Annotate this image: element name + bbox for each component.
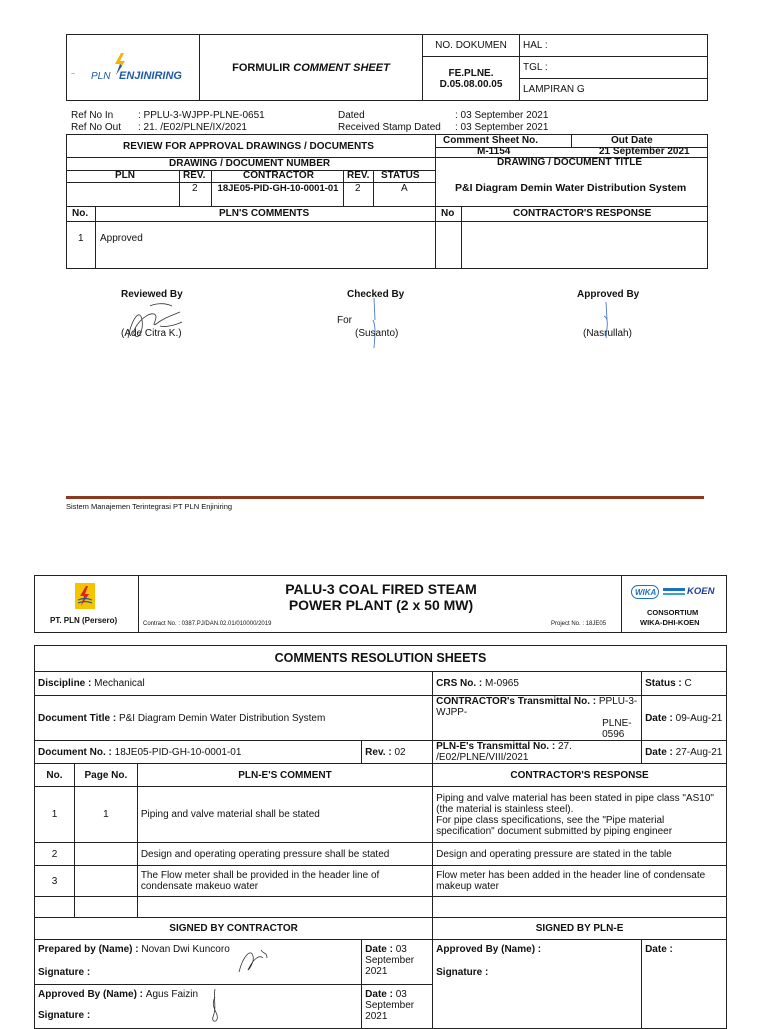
crs-no: CRS No. : M-0965 xyxy=(433,672,642,696)
col-no: No. xyxy=(72,208,89,219)
form-title: FORMULIR COMMENT SHEET xyxy=(200,35,423,101)
project-title-line2: POWER PLANT (2 x 50 MW) xyxy=(288,597,474,613)
date-plne: Date : 27-Aug-21 xyxy=(642,741,727,764)
comment-sheet-no-label: Comment Sheet No. xyxy=(443,135,539,146)
project-no: Project No. : 18JE05 xyxy=(551,621,607,627)
table-row: 2 Design and operating operating pressure shall be stated Design and operating pressure are stated in the table xyxy=(35,843,727,866)
prepared-by: Prepared by (Name) : Novan Dwi Kuncoro Signature : xyxy=(35,940,362,985)
checker-signature xyxy=(364,296,384,350)
comment-sheet-no-value: M-1154 xyxy=(477,146,511,157)
col-contractor: CONTRACTOR xyxy=(243,170,314,181)
col-no: No. xyxy=(35,764,75,787)
document-title: Document Title : P&I Diagram Demin Water Distribution System xyxy=(35,696,433,741)
consortium-line1: CONSORTIUM xyxy=(647,608,699,617)
checked-by-name: (Susanto) xyxy=(355,328,399,339)
contract-no: Contract No. : 0387.PJ/DAN.02.01/010000/2019 xyxy=(143,621,272,627)
status: Status : C xyxy=(642,672,727,696)
approved-by-label: Approved By xyxy=(577,289,640,300)
row1-comment: Approved xyxy=(100,233,143,244)
col-contractor-response: CONTRACTOR'S RESPONSE xyxy=(513,208,652,219)
plne-transmittal: PLN-E's Transmittal No. : 27. /E02/PLNE/VIII/2021 xyxy=(433,741,642,764)
col-rev2: REV. xyxy=(347,170,370,181)
out-date-value: 21 September 2021 xyxy=(599,146,690,157)
prepared-date: Date : 03 September 2021 xyxy=(362,940,433,985)
koen-logo: KOEN xyxy=(687,586,715,597)
preparer-signature xyxy=(233,944,273,976)
project-title-line1: PALU-3 COAL FIRED STEAM xyxy=(285,581,477,597)
approved-plne-date: Date : xyxy=(642,940,727,1029)
approved-by-name: (Nasrullah) xyxy=(583,328,632,339)
table-row xyxy=(35,897,727,918)
ref-no-in-value: : PPLU-3-WJPP-PLNE-0651 xyxy=(138,110,265,121)
ref-no-out-value: : 21. /E02/PLNE/IX/2021 xyxy=(138,122,247,133)
ref-no-out-label: Ref No Out xyxy=(71,122,122,133)
sheet-title: COMMENTS RESOLUTION SHEETS xyxy=(35,646,727,672)
discipline: Discipline : Mechanical xyxy=(35,672,433,696)
table-row: 3 The Flow meter shall be provided in the header line of condensate makeuo water Flow meter has been added in the header line of condensate makeup water xyxy=(35,866,727,897)
drawing-title-label: DRAWING / DOCUMENT TITLE xyxy=(497,157,642,168)
col-plne-comment: PLN-E'S COMMENT xyxy=(137,764,432,787)
form-header xyxy=(66,34,708,101)
reviewed-by-name: (Ade Citra K.) xyxy=(121,328,182,339)
received-value: : 03 September 2021 xyxy=(455,122,549,133)
company: PT. PLN (Persero) xyxy=(50,616,118,625)
col-pln: PLN xyxy=(115,170,135,181)
footer-rule xyxy=(66,496,704,499)
dated-value: : 03 September 2021 xyxy=(455,110,549,121)
no-dokumen-value: FE.PLNE. D.05.08.00.05 xyxy=(423,57,520,101)
tgl-label: TGL : xyxy=(520,57,708,79)
crs-table xyxy=(34,645,727,1029)
out-date-label: Out Date xyxy=(611,135,653,146)
approved-by-plne: Approved By (Name) : Signature : xyxy=(433,940,642,1029)
contractor-transmittal: CONTRACTOR's Transmittal No. : PPLU-3-WJPP- PLNE-0596 xyxy=(433,696,642,741)
col-rev: REV. xyxy=(183,170,206,181)
drawing-number-label: DRAWING / DOCUMENT NUMBER xyxy=(169,158,331,169)
date-transmittal: Date : 09-Aug-21 xyxy=(642,696,727,741)
review-title: REVIEW FOR APPROVAL DRAWINGS / DOCUMENTS xyxy=(123,141,374,152)
hal-label: HAL : xyxy=(520,35,708,57)
col-plns-comments: PLN'S COMMENTS xyxy=(219,208,310,219)
reviewer-signature xyxy=(120,298,190,348)
checked-for: For xyxy=(337,315,352,326)
consortium-line2: WIKA-DHI-KOEN xyxy=(640,618,700,627)
signed-plne: SIGNED BY PLN-E xyxy=(433,918,727,940)
logo-tagline: ~ xyxy=(71,71,76,78)
table-row: 1 1 Piping and valve material shall be stated Piping and valve material has been stated in pipe class "AS10" (the material is stainless steel). For pipe class specifications, see the "Pipe material specification" document submitted by piping engineer xyxy=(35,787,727,843)
col-status: STATUS xyxy=(381,170,420,181)
approved-by-contractor: Approved By (Name) : Agus Faizin Signature : xyxy=(35,985,362,1029)
val-status: A xyxy=(401,183,408,194)
col-contractor-response: CONTRACTOR'S RESPONSE xyxy=(433,764,727,787)
approver-contractor-signature xyxy=(203,987,227,1025)
footer-text: Sistem Manajemen Terintegrasi PT PLN Enjiniring xyxy=(66,502,233,511)
revision: Rev. : 02 xyxy=(362,741,433,764)
val-rev2: 2 xyxy=(355,183,361,194)
logo-pln: PLN xyxy=(91,71,111,82)
col-page: Page No. xyxy=(74,764,137,787)
approved-date: Date : 03 September 2021 xyxy=(362,985,433,1029)
review-table xyxy=(66,134,708,269)
col-no2: No xyxy=(441,208,455,219)
received-label: Received Stamp Dated xyxy=(338,122,441,133)
doc-title: P&I Diagram Demin Water Distribution System xyxy=(455,182,687,194)
signed-contractor: SIGNED BY CONTRACTOR xyxy=(35,918,433,940)
dated-label: Dated xyxy=(338,110,365,121)
lampiran: LAMPIRAN G xyxy=(520,79,708,101)
row1-no: 1 xyxy=(78,233,84,244)
dhi-logo xyxy=(663,584,685,600)
logo-cell xyxy=(67,35,200,101)
project-header xyxy=(34,575,727,633)
val-contractor: 18JE05-PID-GH-10-0001-01 xyxy=(217,183,339,194)
reviewed-by-label: Reviewed By xyxy=(121,289,183,300)
document-no: Document No. : 18JE05-PID-GH-10-0001-01 xyxy=(35,741,362,764)
val-rev: 2 xyxy=(192,183,198,194)
pln-logo-icon xyxy=(75,583,95,609)
checked-by-label: Checked By xyxy=(347,289,405,300)
ref-no-in-label: Ref No In xyxy=(71,110,114,121)
logo-enjiniring: ENJINIRING xyxy=(119,70,182,82)
wika-logo: WIKA xyxy=(631,585,659,599)
no-dokumen-label: NO. DOKUMEN xyxy=(423,35,520,57)
